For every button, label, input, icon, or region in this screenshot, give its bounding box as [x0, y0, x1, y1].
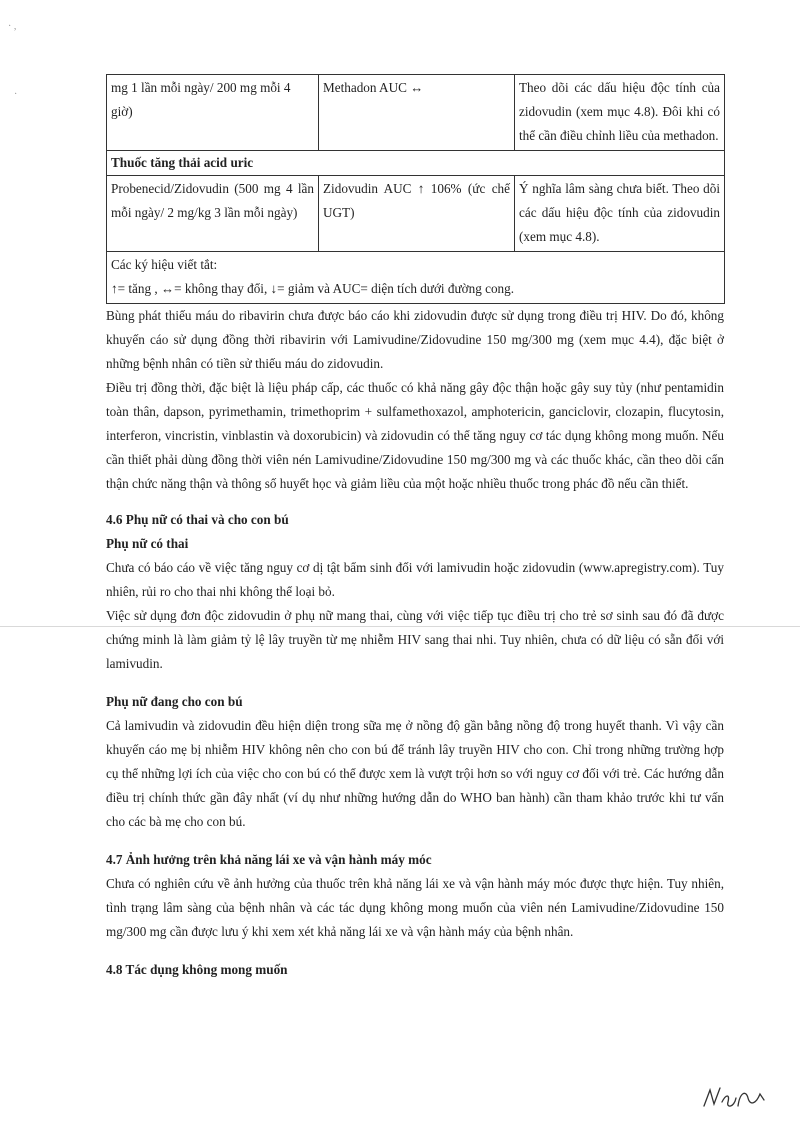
paragraph: Chưa có nghiên cứu về ảnh hưởng của thuốc trên khả năng lái xe và vận hành máy móc được thực hiện. Tuy nhiên, tình trạng lâm sàng của bệnh nhân và các tác dụng không mong muốn của viên nén Lamivudine/Zidovudine 150 mg/300 mg cần được lưu ý khi xem xét khả năng lái xe và vận hành máy của bệnh nhân. — [106, 876, 724, 939]
paragraph: Điều trị đồng thời, đặc biệt là liệu pháp cấp, các thuốc có khả năng gây độc thận hoặc gây suy tủy (như pentamidin toàn thân, dapson, pyrimethamin, trimethoprim + sulfamethoxazol, amphotericin, ganciclovir, clozapin, flucytosin, interferon, vincristin, vinblastin và doxorubicin) và zidovudin có thể tăng nguy cơ tác dụng không mong muốn. Nếu cần thiết phải dùng đồng thời viên nén Lamivudine/Zidovudine 150 mg/300 mg và các thuốc khác, cần theo dõi cẩn thận chức năng thận và thông số huyết học và giảm liều của một hoặc nhiều thuốc trong phác đồ nếu cần thiết. — [106, 380, 724, 491]
table-note-title: Các ký hiệu viết tắt: — [111, 257, 218, 272]
table-section-row — [107, 151, 725, 176]
table-cell: Methadon AUC ↔ — [319, 75, 515, 151]
handwritten-initials-signature — [700, 1080, 770, 1114]
table-row — [107, 75, 725, 151]
paragraph: Chưa có báo cáo về việc tăng nguy cơ dị tật bẩm sinh đối với lamivudin hoặc zidovudin (www.apregistry.com). Tuy nhiên, rủi ro cho thai nhi không thể loại bỏ. — [106, 560, 724, 599]
paragraph: Việc sử dụng đơn độc zidovudin ở phụ nữ mang thai, cùng với việc tiếp tục điều trị cho trẻ sơ sinh sau đó đã được chứng minh là làm giảm tỷ lệ lây truyền từ mẹ nhiễm HIV sang thai nhi. Tuy nhiên, chưa có dữ liệu có sẵn đối với lamivudin. — [106, 608, 724, 671]
section-heading: 4.7 Ảnh hưởng trên khả năng lái xe và vận hành máy móc — [106, 852, 432, 867]
table-cell: Theo dõi các dấu hiệu độc tính của zidovudin (xem mục 4.8). Đôi khi có thể cần điều chỉnh liều của methadon. — [515, 75, 725, 151]
document-page — [106, 74, 724, 982]
table-section-heading: Thuốc tăng thải acid uric — [107, 151, 725, 176]
table-note-text: ↑= tăng , ↔= không thay đổi, ↓= giảm và AUC= diện tích dưới đường cong. — [111, 281, 515, 296]
scan-artifact-marks: · — [14, 89, 18, 100]
table-cell: Ý nghĩa lâm sàng chưa biết. Theo dõi các dấu hiệu độc tính của zidovudin (xem mục 4.8). — [515, 176, 725, 252]
table-cell: mg 1 lần mỗi ngày/ 200 mg mỗi 4 giờ) — [107, 75, 319, 151]
table-cell: Zidovudin AUC ↑ 106% (ức chế UGT) — [319, 176, 515, 252]
interaction-table — [106, 74, 725, 304]
table-note-row — [107, 252, 725, 304]
paragraph: Cả lamivudin và zidovudin đều hiện diện trong sữa mẹ ở nồng độ gần bằng nồng độ trong huyết thanh. Vì vậy cần khuyến cáo mẹ bị nhiễm HIV không nên cho con bú để tránh lây truyền HIV cho con. Chỉ trong những trường hợp cụ thể những lợi ích của việc cho con bú có thể được xem là vượt trội hơn so với nguy cơ đối với trẻ. Các hướng dẫn điều trị chính thức gần đây nhất (ví dụ như những hướng dẫn do WHO ban hành) cần tham khảo trước khi tư vấn cho các bà mẹ cho con bú. — [106, 718, 724, 829]
scan-artifact-marks: · , — [8, 21, 17, 32]
subsection-heading: Phụ nữ có thai — [106, 536, 189, 551]
section-heading: 4.8 Tác dụng không mong muốn — [106, 962, 288, 977]
table-cell: Probenecid/Zidovudin (500 mg 4 lần mỗi ngày/ 2 mg/kg 3 lần mỗi ngày) — [107, 176, 319, 252]
table-row — [107, 176, 725, 252]
table-note-cell — [107, 252, 725, 304]
paragraph: Bùng phát thiếu máu do ribavirin chưa được báo cáo khi zidovudin được sử dụng trong điều trị HIV. Do đó, không khuyến cáo sử dụng đồng thời ribavirin với Lamivudine/Zidovudine 150 mg/300 mg (xem mục 4.4), đặc biệt ở những bệnh nhân có tiền sử thiếu máu do zidovudin. — [106, 308, 724, 371]
subsection-heading: Phụ nữ đang cho con bú — [106, 694, 243, 709]
section-heading: 4.6 Phụ nữ có thai và cho con bú — [106, 512, 289, 527]
